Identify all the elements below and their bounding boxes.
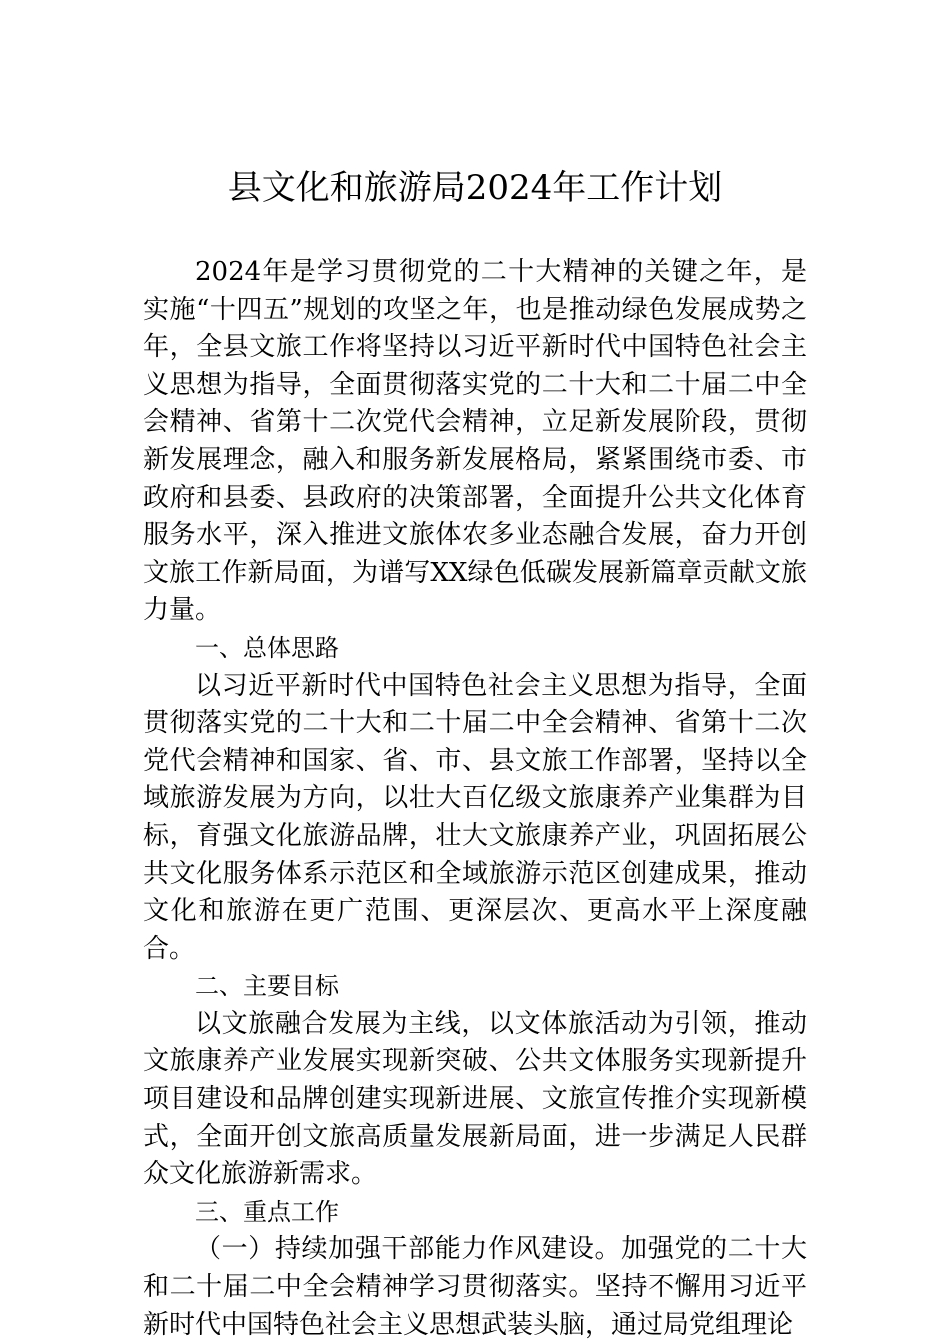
document-body <box>143 254 807 1344</box>
main-goals-paragraph: 以文旅融合发展为主线，以文体旅活动为引领，推动文旅康养产业发展实现新突破、公共文体服务实现新提升项目建设和品牌创建实现新进展、文旅宣传推介实现新模式，全面开创文旅高质量发展新局面，进一步满足人民群众文化旅游新需求。 <box>143 1008 807 1190</box>
intro-paragraph: 2024年是学习贯彻党的二十大精神的关键之年，是实施“十四五”规划的攻坚之年，也是推动绿色发展成势之年，全县文旅工作将坚持以习近平新时代中国特色社会主义思想为指导，全面贯彻落实党的二十大和二十届二中全会精神、省第十二次党代会精神，立足新发展阶段，贯彻新发展理念，融入和服务新发展格局，紧紧围绕市委、市政府和县委、县政府的决策部署，全面提升公共文化体育服务水平，深入推进文旅体农多业态融合发展，奋力开创文旅工作新局面，为谱写XX绿色低碳发展新篇章贡献文旅力量。 <box>143 257 807 626</box>
section-heading-overall-approach: 一、总体思路 <box>195 633 339 662</box>
document-title: 县文化和旅游局2024年工作计划 <box>227 168 723 208</box>
key-work-paragraph: （一）持续加强干部能力作风建设。加强党的二十大和二十届二中全会精神学习贯彻落实。坚持不懈用习近平新时代中国特色社会主义思想武装头脑，通过局党组理论 <box>143 1234 807 1340</box>
section-heading-main-goals: 二、主要目标 <box>195 972 339 1001</box>
section-heading-key-work: 三、重点工作 <box>195 1197 339 1226</box>
overall-approach-paragraph: 以习近平新时代中国特色社会主义思想为指导，全面贯彻落实党的二十大和二十届二中全会精神、省第十二次党代会精神和国家、省、市、县文旅工作部署，坚持以全域旅游发展为方向，以壮大百亿级文旅康养产业集群为目标，育强文化旅游品牌，壮大文旅康养产业，巩固拓展公共文化服务体系示范区和全域旅游示范区创建成果，推动文化和旅游在更广范围、更深层次、更高水平上深度融合。 <box>143 670 807 964</box>
